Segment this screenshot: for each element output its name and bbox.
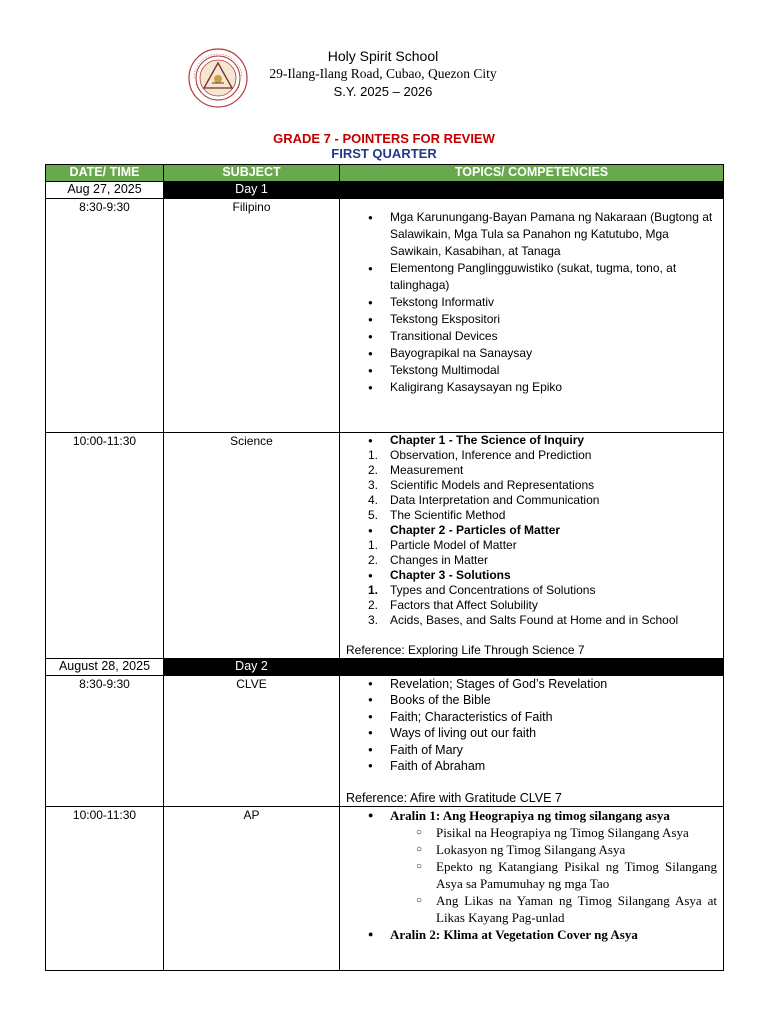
list-item: ● Faith; Characteristics of Faith — [346, 709, 717, 725]
list-item: ● Elementong Panglingguwistiko (sukat, tugma, tono, at talinghaga) — [346, 260, 717, 294]
lesson-heading: ● Aralin 2: Klima at Vegetation Cover ng Asya — [346, 926, 717, 943]
item-text: Observation, Inference and Prediction — [390, 448, 592, 462]
day-label: Day 2 — [164, 659, 340, 676]
time-cell: 8:30-9:30 — [46, 676, 164, 807]
list-item: 3. Scientific Models and Representations — [368, 478, 595, 492]
list-item: ○ Ang Likas na Yaman ng Timog Silangang Asya at Likas Kayang Pag-unlad — [346, 892, 717, 926]
item-text: Types and Concentrations of Solutions — [390, 583, 596, 597]
day-date: Aug 27, 2025 — [46, 182, 164, 199]
document-header — [0, 0, 768, 130]
table-header-row — [46, 165, 724, 182]
subject-cell: CLVE — [164, 676, 340, 807]
school-name: Holy Spirit School — [327, 48, 439, 64]
table-row — [46, 433, 724, 659]
list-item: ● Revelation; Stages of God’s Revelation — [346, 676, 717, 692]
item-text: Factors that Affect Solubility — [390, 598, 538, 612]
subject-cell: Filipino — [164, 199, 340, 433]
chapter-heading — [346, 433, 717, 448]
quarter-subtitle: FIRST QUARTER — [331, 146, 437, 161]
lesson-heading: ● Aralin 1: Ang Heograpiya ng timog silangang asya — [346, 807, 717, 824]
list-item: 2. Changes in Matter — [368, 553, 489, 567]
topics-cell — [340, 676, 724, 807]
list-item: 1. Particle Model of Matter — [368, 538, 517, 552]
list-item: ● Faith of Abraham — [346, 758, 717, 774]
item-text: Data Interpretation and Communication — [390, 493, 600, 507]
list-item: ● Tekstong Ekspositori — [346, 311, 717, 328]
list-item: ○ Epekto ng Katangiang Pisikal ng Timog Silangang Asya sa Pamumuhay ng mga Tao — [346, 858, 717, 892]
school-year: S.Y. 2025 – 2026 — [333, 84, 433, 99]
list-item: 1. Types and Concentrations of Solutions — [368, 583, 596, 597]
chapter-label: Chapter 3 — [390, 568, 446, 582]
chapter-title: - Solutions — [445, 568, 511, 582]
day-row — [46, 182, 724, 199]
item-text: The Scientific Method — [390, 508, 506, 522]
table-row — [46, 199, 724, 433]
topics-cell — [340, 807, 724, 971]
item-text: Particle Model of Matter — [390, 538, 517, 552]
list-item: ○ Lokasyon ng Timog Silangang Asya — [346, 841, 717, 858]
list-item: ● Bayograpikal na Sanaysay — [346, 345, 717, 362]
item-text: Measurement — [390, 463, 464, 477]
list-item: 2. Factors that Affect Solubility — [368, 598, 538, 612]
review-schedule-table — [45, 164, 724, 971]
list-item: 5. The Scientific Method — [368, 508, 506, 522]
day-label: Day 1 — [164, 182, 340, 199]
topics-cell — [340, 433, 724, 659]
table-row — [46, 676, 724, 807]
list-item: 2. Measurement — [368, 463, 464, 477]
day-row — [46, 659, 724, 676]
reference-text: Reference: Afire with Gratitude CLVE 7 — [346, 791, 562, 806]
list-item: ● Faith of Mary — [346, 742, 717, 758]
list-item: ● Tekstong Informativ — [346, 294, 717, 311]
document-titles — [0, 131, 768, 161]
list-item: ● Mga Karunungang-Bayan Pamana ng Nakaraan (Bugtong at Salawikain, Mga Tula sa Panahon ng Katutubo, Mga Sawikain, Kasabihan, at Tanaga — [346, 209, 717, 260]
time-cell: 10:00-11:30 — [46, 807, 164, 971]
school-address: 29-Ilang-Ilang Road, Cubao, Quezon City — [269, 66, 497, 81]
list-item: ● Transitional Devices — [346, 328, 717, 345]
header-date-time: DATE/ TIME — [46, 165, 164, 182]
subject-cell: Science — [164, 433, 340, 659]
item-text: Acids, Bases, and Salts Found at Home and in School — [390, 613, 679, 627]
document-title: GRADE 7 - POINTERS FOR REVIEW — [273, 131, 495, 146]
topics-cell — [340, 199, 724, 433]
list-item: 4. Data Interpretation and Communication — [368, 493, 600, 507]
list-item: 1. Observation, Inference and Prediction — [368, 448, 592, 462]
item-text: Changes in Matter — [390, 553, 489, 567]
chapter-title: - The Science of Inquiry — [445, 433, 585, 447]
table-row — [46, 807, 724, 971]
day-date: August 28, 2025 — [46, 659, 164, 676]
item-text: Scientific Models and Representations — [390, 478, 595, 492]
list-item: ● Ways of living out our faith — [346, 725, 717, 741]
list-item: 3. Acids, Bases, and Salts Found at Home and in School — [368, 613, 679, 627]
chapter-label: Chapter 2 — [390, 523, 446, 537]
list-item: ● Books of the Bible — [346, 692, 717, 708]
school-info — [258, 47, 508, 100]
list-item: ● Tekstong Multimodal — [346, 362, 717, 379]
time-cell: 8:30-9:30 — [46, 199, 164, 433]
list-item: ○ Pisikal na Heograpiya ng Timog Silangang Asya — [346, 824, 717, 841]
clve-topic-list — [346, 676, 717, 774]
time-cell: 10:00-11:30 — [46, 433, 164, 659]
list-item: ● Kaligirang Kasaysayan ng Epiko — [346, 379, 717, 396]
science-topic-list — [346, 433, 717, 628]
header-subject: SUBJECT — [164, 165, 340, 182]
subject-cell: AP — [164, 807, 340, 971]
chapter-heading — [346, 523, 717, 538]
topic-list — [346, 209, 717, 396]
day-bar — [340, 182, 724, 199]
reference-text: Reference: Exploring Life Through Science 7 — [346, 643, 585, 657]
chapter-heading — [346, 568, 717, 583]
header-topics: TOPICS/ COMPETENCIES — [340, 165, 724, 182]
day-bar — [340, 659, 724, 676]
chapter-title: - Particles of Matter — [445, 523, 561, 537]
chapter-label: Chapter 1 — [390, 433, 446, 447]
school-seal-logo — [188, 48, 248, 108]
